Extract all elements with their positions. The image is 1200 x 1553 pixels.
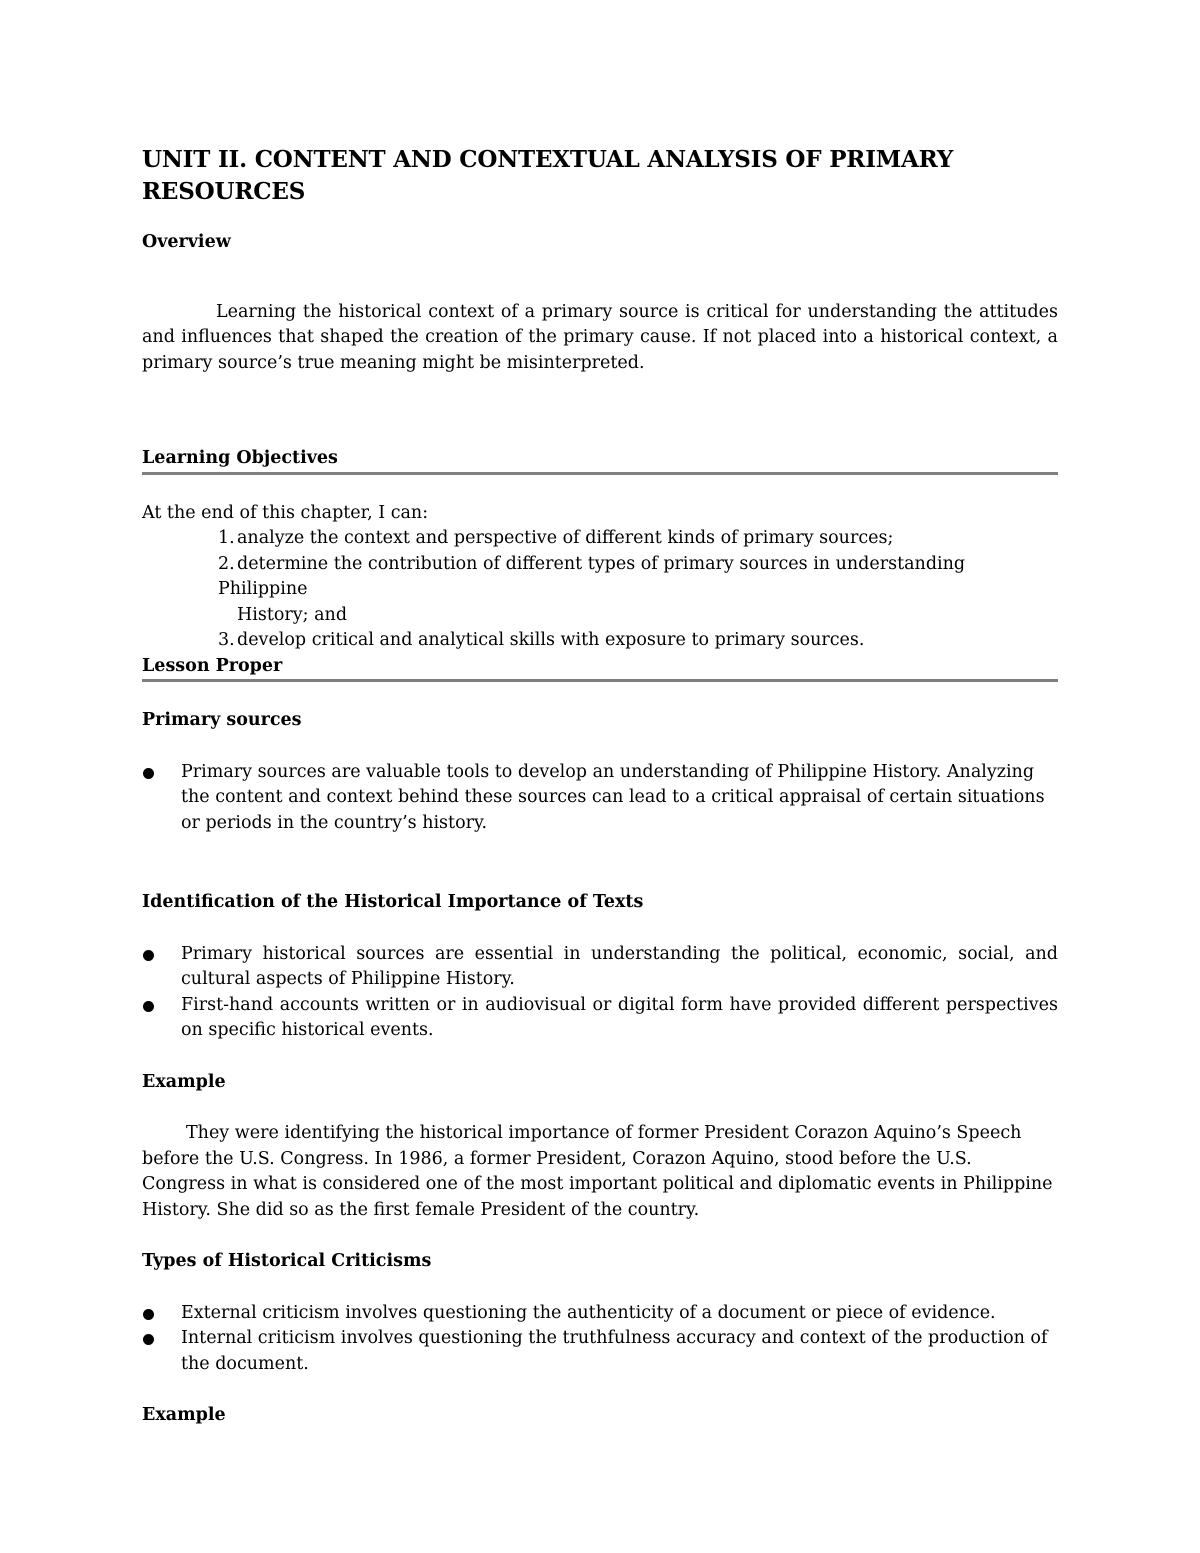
objective-text: analyze the context and perspective of different kinds of primary sources;: [237, 528, 894, 548]
overview-heading: Overview: [142, 232, 231, 252]
title-line-1: UNIT II. CONTENT AND CONTEXTUAL ANALYSIS OF PRIMARY: [142, 146, 954, 173]
page-title: [142, 144, 1058, 208]
overview-paragraph: Learning the historical context of a primary source is critical for understanding the attitudes and influences that shaped the creation of the primary cause. If not placed into a historical context, a primary source’s true meaning might be misinterpreted.: [142, 301, 1058, 373]
objective-item: [218, 526, 1058, 552]
bullet-text: Primary sources are valuable tools to develop an understanding of Philippine History. Analyzing the content and context behind these sources can lead to a critical appraisal of certain situations or periods in the country’s history.: [181, 761, 1045, 833]
lesson-proper-heading: Lesson Proper: [142, 654, 1058, 683]
bullet-icon: [143, 1334, 154, 1345]
bullet-text: Primary historical sources are essential in understanding the political, economic, social, and cultural aspects of Philippine History.: [181, 943, 1058, 989]
example-heading: Example: [142, 1071, 226, 1092]
objectives-list: [142, 526, 1058, 654]
learning-objectives-heading: Learning Objectives: [142, 446, 1058, 475]
bullet-text: First-hand accounts written or in audiovisual or digital form have provided different perspectives on specific historical events.: [181, 994, 1058, 1040]
identification-list: [142, 942, 1058, 1044]
example-heading: Example: [142, 1405, 226, 1425]
objective-item: [218, 628, 1058, 654]
list-item: [142, 1326, 1058, 1377]
title-line-2: RESOURCES: [142, 178, 306, 205]
bullet-icon: [143, 1001, 154, 1012]
bullet-icon: [143, 950, 154, 961]
objective-number: 2.: [218, 553, 235, 574]
objectives-intro: At the end of this chapter, I can:: [142, 502, 429, 523]
bullet-text: External criticism involves questioning the authenticity of a document or piece of evidence.: [181, 1302, 996, 1323]
bullet-icon: [143, 1309, 154, 1320]
criticisms-heading: Types of Historical Criticisms: [142, 1251, 432, 1271]
criticisms-list: [142, 1301, 1058, 1378]
document-body: [142, 144, 1058, 1429]
list-item: [142, 942, 1058, 993]
identification-heading: Identification of the Historical Importance of Texts: [142, 892, 644, 912]
objective-text: determine the contribution of different types of primary sources in understanding Philippine: [218, 553, 966, 599]
objective-number: 3.: [218, 630, 235, 650]
bullet-icon: [143, 768, 154, 779]
list-item: [142, 1301, 1058, 1327]
example-paragraph: They were identifying the historical importance of former President Corazon Aquino’s Speech before the U.S. Congress. In 1986, a former President, Corazon Aquino, stood before the U.S. Congress in what is considered one of the most important political and diplomatic events in Philippine History. She did so as the first female President of the country.: [142, 1123, 1053, 1220]
list-item: [142, 993, 1058, 1044]
objective-text-continuation: History; and: [237, 604, 348, 625]
bullet-text: Internal criticism involves questioning the truthfulness accuracy and context of the production of the document.: [181, 1328, 1048, 1374]
primary-sources-list: [142, 760, 1058, 837]
objective-number: 1.: [218, 528, 235, 548]
objective-text: develop critical and analytical skills with exposure to primary sources.: [237, 630, 865, 650]
list-item: [142, 760, 1058, 837]
objective-item: [218, 552, 1058, 629]
primary-sources-heading: Primary sources: [142, 710, 302, 730]
